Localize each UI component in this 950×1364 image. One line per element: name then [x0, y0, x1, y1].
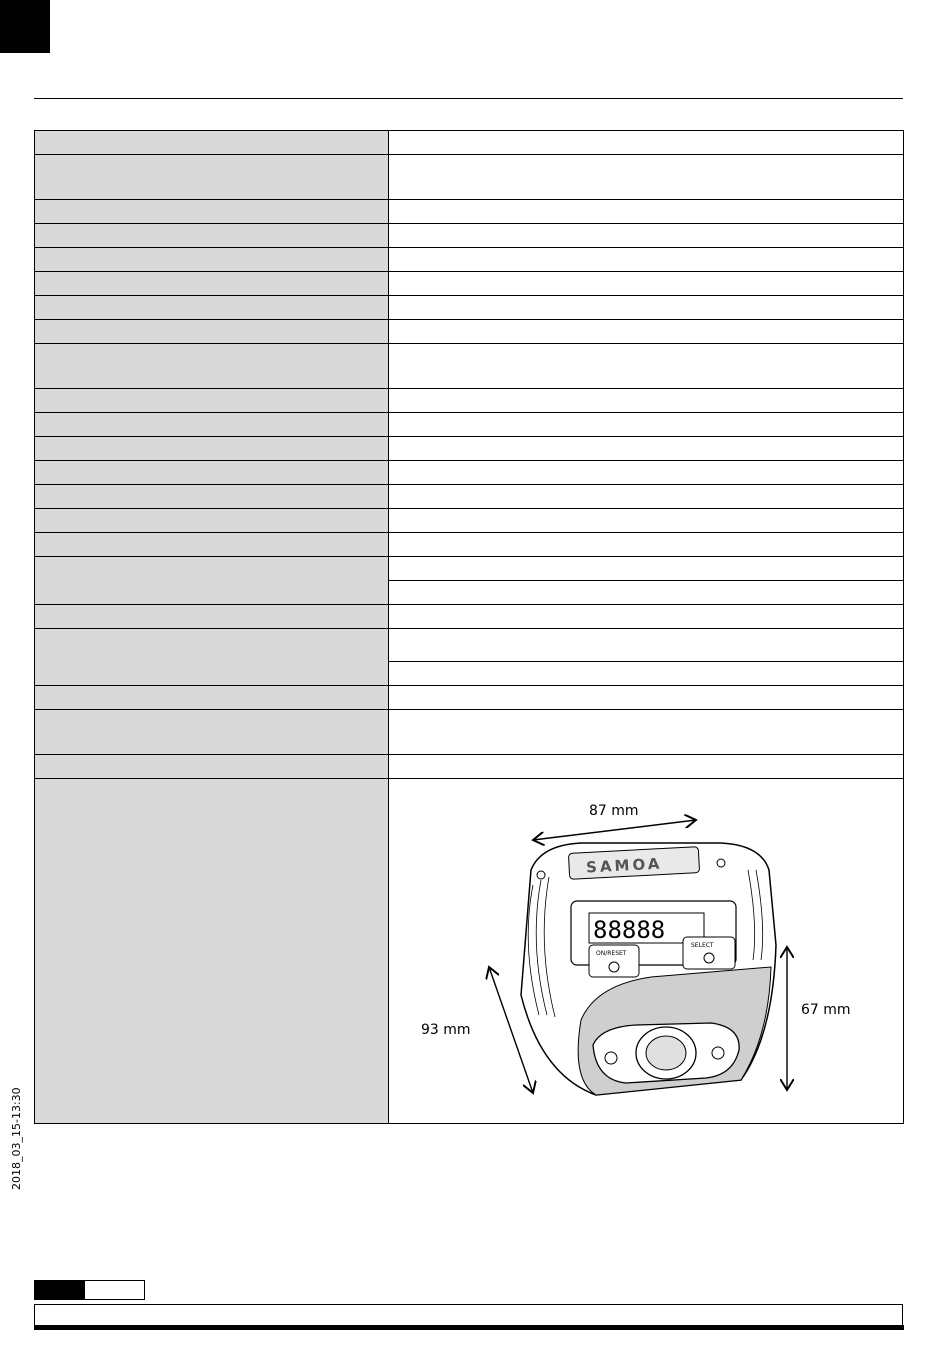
- spec-value-cell: [389, 320, 904, 344]
- spec-label-cell: [35, 248, 389, 272]
- table-row: [35, 686, 904, 710]
- table-row: [35, 320, 904, 344]
- flow-meter-device: [521, 843, 776, 1095]
- spec-label-cell: [35, 710, 389, 755]
- table-row: [35, 755, 904, 779]
- spec-label-cell: [35, 686, 389, 710]
- spec-label-cell: [35, 296, 389, 320]
- spec-label-cell: [35, 413, 389, 437]
- spec-value-cell: [389, 248, 904, 272]
- spec-value-cell: [389, 533, 904, 557]
- spec-value-cell: [389, 155, 904, 200]
- spec-value-cell: [389, 272, 904, 296]
- table-row: [35, 296, 904, 320]
- spec-label-cell: [35, 389, 389, 413]
- on-reset-label: ON/RESET: [596, 950, 627, 957]
- figure-cell: [389, 779, 904, 1124]
- spec-label-cell: [35, 272, 389, 296]
- spec-value-cell: [389, 389, 904, 413]
- spec-label-cell: [35, 224, 389, 248]
- spec-value-cell: [389, 755, 904, 779]
- spec-value-cell: [389, 344, 904, 389]
- depth-label: 93 mm: [421, 1022, 471, 1038]
- spec-label-cell: [35, 629, 389, 686]
- select-label: SELECT: [691, 942, 714, 949]
- brand-logo: SAMOA: [585, 854, 663, 877]
- spec-table: [34, 130, 904, 1124]
- spec-value-cell: [389, 131, 904, 155]
- table-row: [35, 509, 904, 533]
- spec-label-cell: [35, 320, 389, 344]
- table-row: [35, 272, 904, 296]
- width-label: 87 mm: [589, 803, 639, 819]
- footer-rule: [34, 1325, 904, 1330]
- table-row: [35, 413, 904, 437]
- flange-hole: [605, 1052, 617, 1064]
- table-row: [35, 224, 904, 248]
- table-row: [35, 533, 904, 557]
- spec-value-cell: [389, 437, 904, 461]
- spec-label-cell: [35, 461, 389, 485]
- table-row: [35, 485, 904, 509]
- table-row: [35, 200, 904, 224]
- spec-value-cell: [389, 509, 904, 533]
- spec-value-cell: [389, 605, 904, 629]
- table-row: [35, 779, 904, 1124]
- table-row: [35, 389, 904, 413]
- spec-value-cell: [389, 710, 904, 755]
- spec-label-cell: [35, 200, 389, 224]
- spec-label-cell: [35, 557, 389, 605]
- spec-value-cell: [389, 662, 904, 686]
- spec-value-cell: [389, 224, 904, 248]
- spec-value-cell: [389, 200, 904, 224]
- table-row: [35, 710, 904, 755]
- table-row: [35, 248, 904, 272]
- spec-value-cell: [389, 461, 904, 485]
- page-indicator-fill: [35, 1281, 85, 1299]
- corner-tab: [0, 0, 50, 53]
- spec-label-cell: [35, 131, 389, 155]
- print-timestamp: 2018_03_15-13:30: [10, 1087, 23, 1190]
- header-rule: [34, 98, 903, 99]
- flange-hole: [712, 1047, 724, 1059]
- spec-value-cell: [389, 296, 904, 320]
- outlet-bore: [646, 1036, 686, 1070]
- table-row: [35, 155, 904, 200]
- table-row: [35, 131, 904, 155]
- spec-value-cell: [389, 581, 904, 605]
- lcd-digits: 88888: [593, 916, 666, 944]
- table-row: [35, 437, 904, 461]
- spec-value-cell: [389, 485, 904, 509]
- spec-label-cell: [35, 155, 389, 200]
- table-row: [35, 461, 904, 485]
- table-row: [35, 557, 904, 581]
- spec-label-cell: [35, 533, 389, 557]
- spec-value-cell: [389, 413, 904, 437]
- device-dimension-figure: [421, 795, 881, 1115]
- table-row: [35, 605, 904, 629]
- table-row: [35, 629, 904, 662]
- spec-label-cell: [35, 755, 389, 779]
- spec-label-cell: [35, 509, 389, 533]
- page-indicator: [34, 1280, 145, 1300]
- spec-label-cell: [35, 437, 389, 461]
- width-arrow: [533, 820, 696, 840]
- table-row: [35, 344, 904, 389]
- spec-label-cell: [35, 605, 389, 629]
- spec-label-cell: [35, 344, 389, 389]
- spec-label-cell: [35, 779, 389, 1124]
- height-label: 67 mm: [801, 1002, 851, 1018]
- spec-value-cell: [389, 629, 904, 662]
- spec-label-cell: [35, 485, 389, 509]
- spec-value-cell: [389, 557, 904, 581]
- spec-value-cell: [389, 686, 904, 710]
- footer-bar: [34, 1304, 903, 1326]
